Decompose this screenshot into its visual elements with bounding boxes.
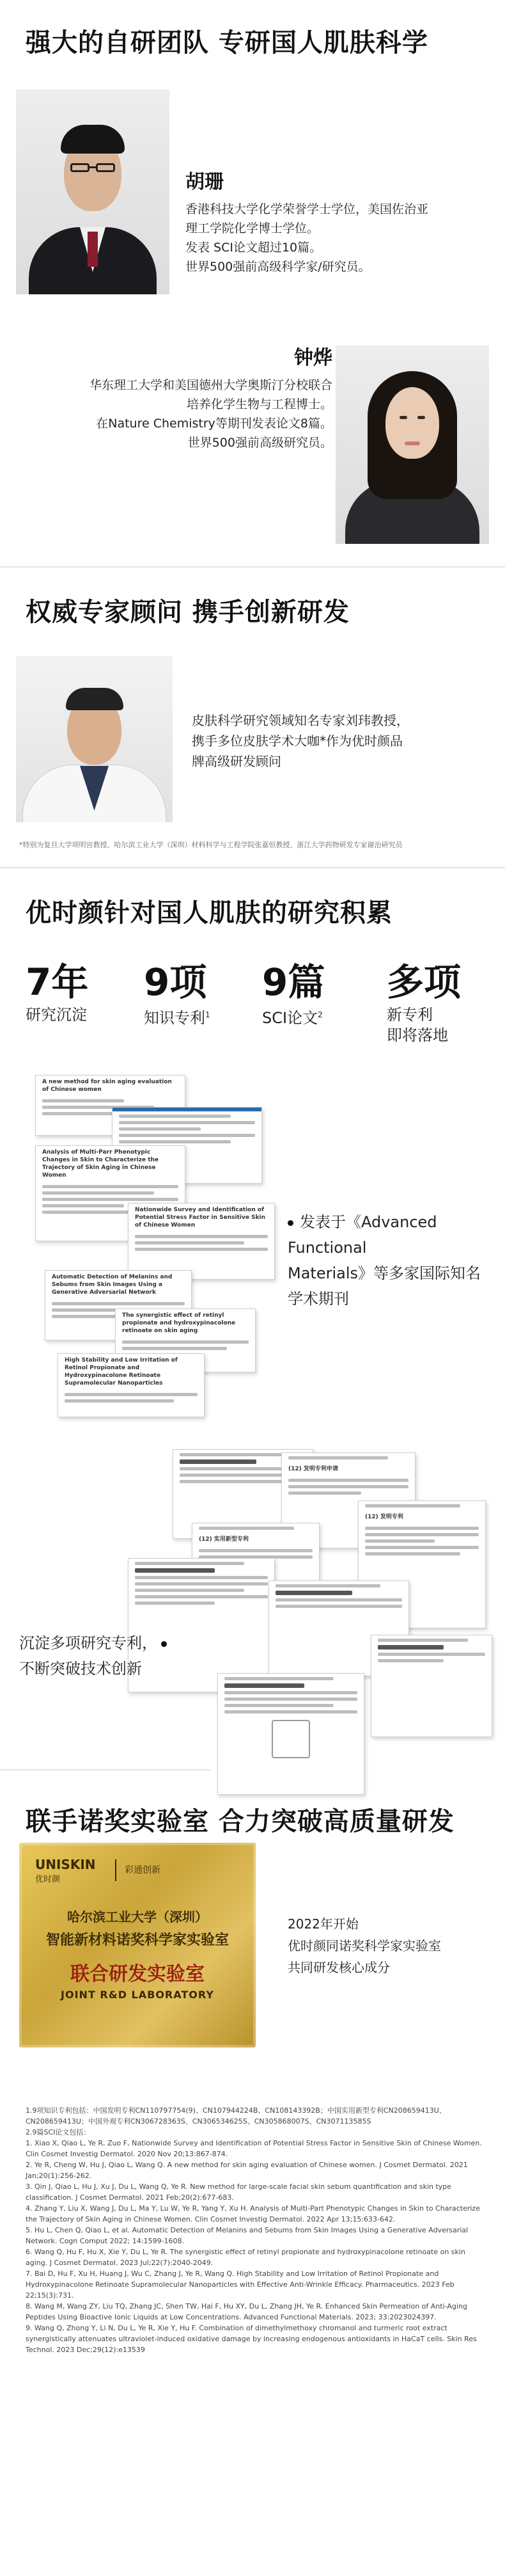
bio-liu-wei: [192, 710, 492, 772]
bio-zhong-ye: [26, 349, 332, 452]
paper-title: Nationwide Survey and Identification of Potential Stress Factor in Sensitive Skin of Chinese Women: [135, 1207, 266, 1228]
stat-label: SCI论文: [262, 1009, 318, 1027]
paper-thumb: [128, 1203, 275, 1280]
bio-hu-shan: [185, 173, 492, 276]
portrait-hu-shan: [16, 90, 169, 294]
plaque-line1: 哈尔滨工业大学（深圳）: [67, 1909, 208, 1925]
paper-title: Analysis of Multi-Parr Phenotypic Changes in Skin to Characterize the Trajectory of Skin Aging in Chinese Women: [42, 1149, 159, 1179]
stat-sup: 1: [205, 1010, 210, 1019]
stat-new-patents: [387, 960, 461, 1046]
patent-label: (12) 发明专利: [365, 1514, 403, 1520]
references: [26, 2105, 486, 2355]
bio-line: 皮肤科学研究领域知名专家刘玮教授，: [192, 713, 409, 728]
reference-item: 6. Wang Q, Hu F, Hu X, Xie Y, Du L, Ye R. The synergistic effect of retinyl propionate and hydroxypinacolone retinoate on skin aging. J Cosmet Dermatol. 2023 Jul;22(7):2040-2049.: [26, 2248, 465, 2267]
bio-line: 世界500强前高级科学家/研究员。: [185, 260, 371, 274]
stat-value: 9项: [144, 960, 207, 1004]
stat-label: 新专利: [387, 1006, 433, 1024]
patent-thumb: [217, 1673, 364, 1795]
plaque-line3: 联合研发实验室: [70, 1963, 205, 1985]
reference-item: 1.9项知识专利包括：中国发明专利CN110797754(9)、CN107944224B、CN108143392B；中国实用新型专利CN208659413U、CN208659413U；中国外观专利CN306728363S、CN306534625S、CN305868007S、CN307113585S: [26, 2106, 446, 2126]
patents-text-line: 沉淀多项研究专利，: [19, 1634, 157, 1652]
plaque-brand2: 彩通创新: [125, 1865, 160, 1875]
stat-value: 9篇: [262, 960, 325, 1004]
patent-label: (12) 发明专利申请: [288, 1466, 338, 1472]
bio-line: 培养化学生物与工程博士。: [186, 397, 332, 411]
bio-line: 发表 SCI论文超过10篇。: [185, 241, 322, 255]
plaque-brand1: UNISKIN: [35, 1857, 96, 1872]
section-title-advisor: 权威专家顾问 携手创新研发: [26, 598, 350, 627]
patents-text: [19, 1630, 185, 1682]
divider: [0, 867, 505, 868]
name-zhong-ye: 钟烨: [294, 347, 332, 369]
stat-label: 研究沉淀: [26, 1006, 87, 1024]
portrait-zhong-ye: [336, 346, 489, 544]
paper-thumb: [58, 1353, 205, 1417]
stat-sup: 2: [318, 1010, 323, 1019]
reference-item: 5. Hu L, Chen Q, Qiao L, et al. Automatic Detection of Melanins and Sebums from Skin Images Using a Generative Adversarial Network. Cogn Comput 2022; 14:1599-1608.: [26, 2226, 469, 2245]
side-line: 优时颜同诺奖科学家实验室: [288, 1938, 441, 1953]
stat-patents: [144, 960, 210, 1028]
reference-item: 7. Bai D, Hu F, Xu H, Huang J, Wu C, Zhang J, Ye R, Wang Q. High Stability and Low Irritation of Retinol Propionate and Hydroxypinacolone Retinoate Supramolecular Nanoparticles with Effective Anti-Wrinkle Efficacy. Pharmaceutics. 2023 Feb 22;15(3):731.: [26, 2270, 454, 2300]
name-hu-shan: 胡珊: [185, 171, 224, 193]
paper-title: High Stability and Low Irritation of Retinol Propionate and Hydroxypinacolone Retinoate Supramolecular Nanoparticles: [65, 1357, 178, 1387]
plaque-separator: [115, 1859, 116, 1881]
bio-line: 理工学院化学博士学位。: [185, 221, 320, 235]
stat-label: 即将落地: [387, 1026, 448, 1044]
plaque-line4: JOINT R&D LABORATORY: [61, 1989, 214, 2001]
portrait-liu-wei: [16, 656, 173, 822]
section-title-research: 优时颜针对国人肌肤的研究积累: [26, 898, 392, 928]
stat-label: 知识专利: [144, 1009, 205, 1027]
paper-title: The synergistic effect of retinyl propionate and hydroxypinacolone retinoate on skin aging: [122, 1312, 236, 1334]
side-line: 2022年开始: [288, 1916, 359, 1932]
lab-plaque: [19, 1843, 256, 2047]
papers-text-line: 发表于《Advanced Functional: [288, 1213, 437, 1257]
reference-item: 1. Xiao X, Qiao L, Ye R, Zuo F, Nationwide Survey and Identification of Potential Stress Factor in Sensitive Skin of Chinese Women. Clin Cosmet Investig Dermatol. 2020 Nov 20;13:867-874.: [26, 2139, 482, 2158]
reference-item: 3. Qin J, Qiao L, Hu J, Xu J, Du L, Wang Q, Ye R. New method for large-scale facial skin sebum quantification and skin type classification. J Cosmet Dermatol. 2021 Feb;20(2):677-683.: [26, 2182, 452, 2202]
side-line: 共同研发核心成分: [288, 1960, 390, 1975]
paper-title: A new method for skin aging evaluation of Chinese women: [42, 1079, 172, 1093]
reference-item: 2. Ye R, Cheng W, Hu J, Qiao L, Wang Q. A new method for skin aging evaluation of Chinese women. J Cosmet Dermatol. 2021 Jan;20(1):256-262.: [26, 2161, 468, 2180]
bio-line: 在Nature Chemistry等期刊发表论文8篇。: [96, 417, 332, 431]
bio-line: 牌高级研发顾问: [192, 754, 281, 769]
advisor-footnote: *特别为复旦大学项明宫教授、哈尔滨工业大学（深圳）材料科学与工程学院张嘉恒教授、浙江大学药物研发专家谢治研究员: [19, 841, 403, 849]
reference-item: 9. Wang Q, Zhong Y, Li N, Du L, Ye R, Xie Y, Hu F. Combination of dimethylmethoxy chromanol and turmeric root extract synergistically attenuates ultraviolet-induced oxidative damage by increasing endogenous antioxidants in HaCaT cells. Skin Res Technol. 2023 Dec;29(12):e13539: [26, 2324, 477, 2354]
divider: [0, 566, 505, 568]
section-title-team: 强大的自研团队 专研国人肌肤科学: [26, 28, 428, 58]
section-title-lab: 联手诺奖实验室 合力突破高质量研发: [26, 1807, 454, 1836]
bullet-icon: [161, 1641, 167, 1647]
bullet-icon: [288, 1220, 293, 1226]
stat-value: 7年: [26, 960, 89, 1004]
lab-side-text: [288, 1913, 492, 1978]
patent-label: (12) 实用新型专利: [199, 1536, 249, 1543]
papers-text-line: Materials》等多家国际知名: [288, 1264, 481, 1282]
plaque-brand1-sub: 优时颜: [35, 1875, 61, 1884]
plaque-line2: 智能新材料诺奖科学家实验室: [45, 1932, 229, 1948]
stat-years: [26, 960, 88, 1025]
reference-item: 2.9篇SCI论文包括：: [26, 2128, 91, 2136]
reference-item: 4. Zhang Y, Liu X, Wang J, Du L, Ma Y, Lu W, Ye R, Yang Y, Xu H. Analysis of Multi-Part Phenotypic Changes in Skin to Characterize the Trajectory of Skin Aging in Chinese Women. Clin Cosmet Investig Dermatol. 2022 Apr 13;15:633-642.: [26, 2204, 480, 2223]
bio-line: 世界500强前高级研究员。: [187, 436, 332, 450]
bio-line: 华东理工大学和美国德州大学奥斯汀分校联合: [89, 378, 332, 392]
paper-title: Automatic Detection of Melanins and Sebums from Skin Images Using a Generative Adversarial Network: [52, 1274, 173, 1296]
bio-line: 携手多位皮肤学术大咖*作为优时颜品: [192, 733, 403, 749]
patents-text-line: 不断突破技术创新: [19, 1660, 142, 1678]
papers-text: [288, 1209, 499, 1312]
reference-item: 8. Wang M, Wang ZY, Liu TQ, Zhang JC, Shen TW, Hai F, Hu XY, Du L, Zhang JH, Ye R. Enhanced Skin Permeation of Anti-Aging Peptides Using Bioactive Ionic Liquids at Low Concentrations. Advanced Functional Materials. 2023; 33:2023024397.: [26, 2302, 467, 2321]
papers-text-line: 学术期刊: [288, 1290, 349, 1308]
patent-thumb: [371, 1635, 492, 1737]
divider: [0, 1769, 211, 1770]
bio-line: 香港科技大学化学荣誉学士学位，美国佐治亚: [185, 202, 429, 216]
stat-papers: [262, 960, 325, 1028]
stat-value: 多项: [387, 960, 462, 1004]
